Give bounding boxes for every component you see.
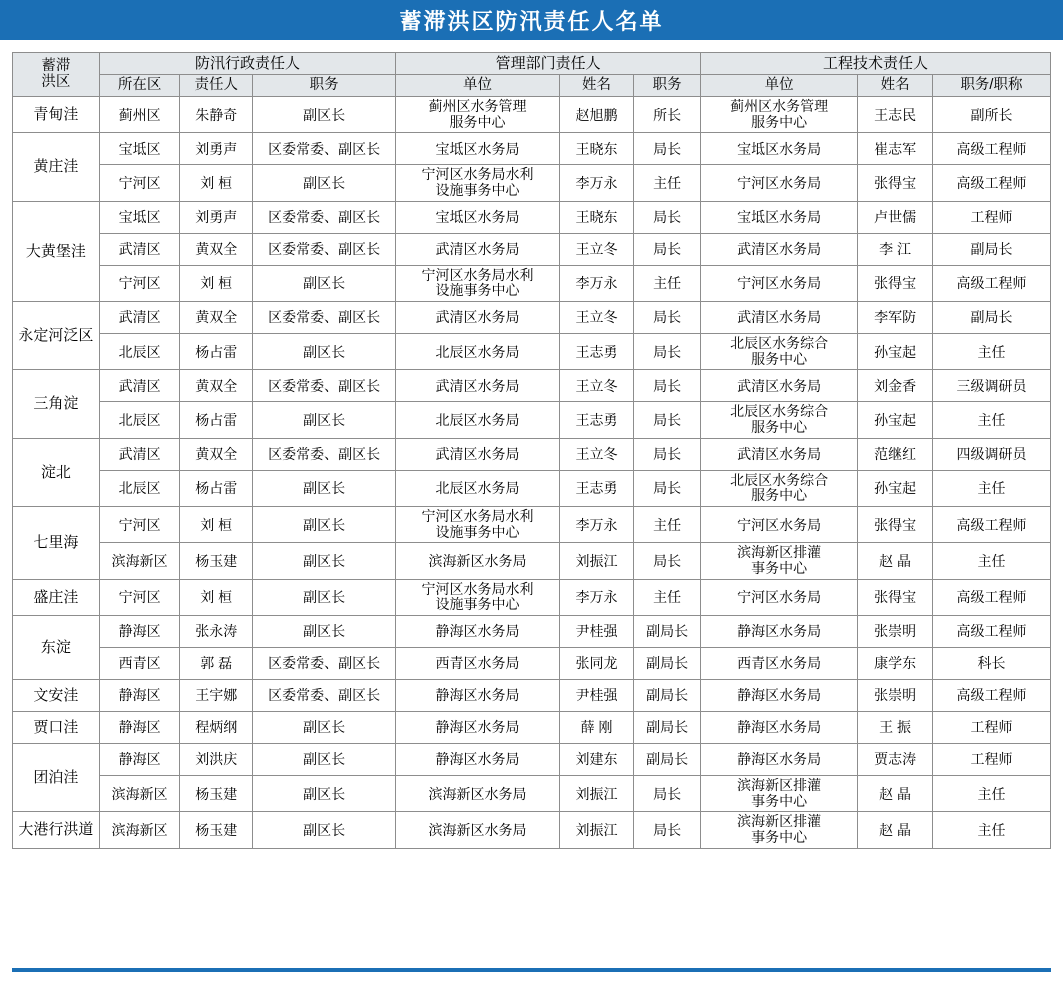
- cell-post: 副区长: [253, 470, 396, 506]
- cell-post-tech: 主任: [932, 470, 1050, 506]
- cell-name-mgmt: 薛 刚: [559, 712, 634, 744]
- cell-unit-tech: 宝坻区水务局: [700, 133, 857, 165]
- cell-zone: 东淀: [13, 616, 100, 680]
- cell-post-mgmt: 主任: [634, 265, 701, 301]
- cell-text-line: 蓟州区水务管理: [428, 97, 527, 114]
- table-row: [13, 301, 1051, 333]
- cell-post-mgmt: 副局长: [634, 616, 701, 648]
- cell-district: 武清区: [99, 370, 180, 402]
- cell-person: 刘 桓: [180, 265, 253, 301]
- cell-post-mgmt: 局长: [634, 776, 701, 812]
- cell-name-mgmt: 王晓东: [559, 133, 634, 165]
- cell-post: 副区长: [253, 812, 396, 848]
- table-row: [13, 776, 1051, 812]
- cell-post: 区委常委、副区长: [253, 370, 396, 402]
- cell-unit-tech: [700, 96, 857, 132]
- cell-text-line: 服务中心: [751, 418, 808, 435]
- cell-post: 区委常委、副区长: [253, 233, 396, 265]
- table-row: [13, 165, 1051, 201]
- cell-post: 副区长: [253, 506, 396, 542]
- cell-post: 副区长: [253, 776, 396, 812]
- cell-unit-tech: [700, 812, 857, 848]
- cell-unit-tech: [700, 543, 857, 579]
- cell-name-tech: 张崇明: [858, 616, 933, 648]
- cell-name-mgmt: 尹桂强: [559, 680, 634, 712]
- cell-name-mgmt: 王晓东: [559, 201, 634, 233]
- cell-post-mgmt: 局长: [634, 133, 701, 165]
- header-sub-name-tech: 姓名: [858, 75, 933, 97]
- cell-text-line: 服务中心: [751, 350, 808, 367]
- cell-unit-mgmt: 武清区水务局: [396, 233, 559, 265]
- cell-person: 朱静奇: [180, 96, 253, 132]
- cell-district: 宁河区: [99, 506, 180, 542]
- cell-post: 区委常委、副区长: [253, 201, 396, 233]
- cell-post-mgmt: 局长: [634, 812, 701, 848]
- cell-text-line: 滨海新区排灌: [737, 813, 822, 830]
- cell-post-mgmt: 所长: [634, 96, 701, 132]
- cell-name-tech: 张得宝: [858, 165, 933, 201]
- cell-name-mgmt: 刘振江: [559, 776, 634, 812]
- cell-text-line: 宁河区水务局水利: [421, 166, 534, 183]
- cell-text-line: 服务中心: [449, 113, 506, 130]
- cell-text-line: 事务中心: [751, 560, 808, 576]
- cell-post: 副区长: [253, 333, 396, 369]
- cell-unit-mgmt: 滨海新区水务局: [396, 776, 559, 812]
- cell-name-mgmt: 刘振江: [559, 543, 634, 579]
- cell-post-mgmt: 局长: [634, 370, 701, 402]
- cell-person: 程炳纲: [180, 712, 253, 744]
- cell-name-tech: 李 江: [858, 233, 933, 265]
- table-row: [13, 265, 1051, 301]
- cell-district: 宁河区: [99, 165, 180, 201]
- cell-name-mgmt: 刘建东: [559, 744, 634, 776]
- cell-district: 蓟州区: [99, 96, 180, 132]
- cell-text-line: 服务中心: [751, 487, 808, 504]
- cell-text-line: 事务中心: [751, 829, 808, 846]
- table-row: [13, 370, 1051, 402]
- cell-post-mgmt: 主任: [634, 579, 701, 615]
- header-sub-person: 责任人: [180, 75, 253, 97]
- cell-post-tech: 四级调研员: [932, 438, 1050, 470]
- header-sub-district: 所在区: [99, 75, 180, 97]
- header-sub-post-mgmt: 职务: [634, 75, 701, 97]
- cell-unit-mgmt: 滨海新区水务局: [396, 812, 559, 848]
- cell-post-tech: 主任: [932, 333, 1050, 369]
- cell-post-tech: 副局长: [932, 301, 1050, 333]
- cell-name-tech: 崔志军: [858, 133, 933, 165]
- cell-name-mgmt: 王立冬: [559, 438, 634, 470]
- cell-unit-tech: 武清区水务局: [700, 438, 857, 470]
- cell-post-tech: 高级工程师: [932, 165, 1050, 201]
- header-sub-unit-tech: 单位: [700, 75, 857, 97]
- header-group-management: 管理部门责任人: [396, 53, 701, 75]
- cell-person: 刘洪庆: [180, 744, 253, 776]
- cell-unit-tech: [700, 402, 857, 438]
- header-sub-name-mgmt: 姓名: [559, 75, 634, 97]
- cell-post-tech: 副局长: [932, 233, 1050, 265]
- cell-district: 武清区: [99, 233, 180, 265]
- cell-unit-tech: 静海区水务局: [700, 680, 857, 712]
- header-group-technical: 工程技术责任人: [700, 53, 1050, 75]
- cell-unit-tech: 宁河区水务局: [700, 506, 857, 542]
- cell-post-mgmt: 局长: [634, 543, 701, 579]
- cell-post-tech: 工程师: [932, 201, 1050, 233]
- cell-post: 副区长: [253, 543, 396, 579]
- table-header-row-subs: [13, 75, 1051, 97]
- cell-post-tech: 高级工程师: [932, 616, 1050, 648]
- cell-district: 宝坻区: [99, 201, 180, 233]
- cell-name-tech: 王志民: [858, 96, 933, 132]
- cell-post-tech: 高级工程师: [932, 133, 1050, 165]
- cell-post: 副区长: [253, 744, 396, 776]
- cell-district: 武清区: [99, 438, 180, 470]
- cell-post: 区委常委、副区长: [253, 680, 396, 712]
- cell-unit-tech: 武清区水务局: [700, 370, 857, 402]
- cell-unit-mgmt: 北辰区水务局: [396, 402, 559, 438]
- cell-name-tech: 赵 晶: [858, 812, 933, 848]
- cell-person: 杨占雷: [180, 333, 253, 369]
- cell-district: 滨海新区: [99, 812, 180, 848]
- cell-text-line: 北辰区水务综合: [730, 334, 829, 351]
- cell-name-mgmt: 尹桂强: [559, 616, 634, 648]
- cell-name-tech: 赵 晶: [858, 543, 933, 579]
- cell-post: 区委常委、副区长: [253, 301, 396, 333]
- cell-person: 刘勇声: [180, 133, 253, 165]
- cell-post-mgmt: 副局长: [634, 648, 701, 680]
- cell-district: 滨海新区: [99, 776, 180, 812]
- cell-unit-tech: 宁河区水务局: [700, 165, 857, 201]
- table-header: [13, 53, 1051, 97]
- cell-person: 杨玉建: [180, 543, 253, 579]
- cell-unit-mgmt: [396, 579, 559, 615]
- table-row: [13, 133, 1051, 165]
- cell-unit-mgmt: 北辰区水务局: [396, 333, 559, 369]
- cell-district: 静海区: [99, 616, 180, 648]
- cell-name-mgmt: 刘振江: [559, 812, 634, 848]
- cell-zone: 贾口洼: [13, 712, 100, 744]
- table-row: [13, 579, 1051, 615]
- cell-name-tech: 李军防: [858, 301, 933, 333]
- header-group-admin: 防汛行政责任人: [99, 53, 396, 75]
- cell-post: 区委常委、副区长: [253, 648, 396, 680]
- cell-person: 黄双全: [180, 370, 253, 402]
- cell-post-mgmt: 副局长: [634, 680, 701, 712]
- cell-name-tech: 赵 晶: [858, 776, 933, 812]
- cell-post: 副区长: [253, 165, 396, 201]
- table-container: [0, 52, 1063, 849]
- cell-name-tech: 康学东: [858, 648, 933, 680]
- cell-post-mgmt: 主任: [634, 165, 701, 201]
- cell-unit-mgmt: 武清区水务局: [396, 438, 559, 470]
- table-row: [13, 680, 1051, 712]
- header-sub-post: 职务: [253, 75, 396, 97]
- cell-text-line: 事务中心: [751, 792, 808, 809]
- cell-district: 武清区: [99, 301, 180, 333]
- cell-name-tech: 范继红: [858, 438, 933, 470]
- table-body: [13, 96, 1051, 848]
- cell-person: 郭 磊: [180, 648, 253, 680]
- cell-post: 副区长: [253, 265, 396, 301]
- cell-name-tech: 张得宝: [858, 506, 933, 542]
- table-row: [13, 712, 1051, 744]
- cell-post: 副区长: [253, 579, 396, 615]
- cell-zone: 永定河泛区: [13, 301, 100, 369]
- cell-unit-tech: 宁河区水务局: [700, 265, 857, 301]
- cell-person: 黄双全: [180, 301, 253, 333]
- cell-district: 北辰区: [99, 470, 180, 506]
- document-title-bar: [0, 0, 1063, 40]
- cell-post: 副区长: [253, 96, 396, 132]
- cell-unit-tech: [700, 333, 857, 369]
- cell-text-line: 滨海新区排灌: [737, 544, 822, 561]
- cell-unit-mgmt: 静海区水务局: [396, 744, 559, 776]
- cell-name-tech: 孙宝起: [858, 470, 933, 506]
- cell-zone: 青甸洼: [13, 96, 100, 132]
- cell-unit-mgmt: [396, 506, 559, 542]
- table-header-row-groups: [13, 53, 1051, 75]
- cell-post-mgmt: 局长: [634, 470, 701, 506]
- cell-district: 北辰区: [99, 402, 180, 438]
- table-row: [13, 543, 1051, 579]
- cell-name-mgmt: 王立冬: [559, 233, 634, 265]
- table-row: [13, 333, 1051, 369]
- cell-post-tech: 工程师: [932, 712, 1050, 744]
- footer-rule: [12, 968, 1051, 972]
- cell-district: 北辰区: [99, 333, 180, 369]
- cell-person: 张永涛: [180, 616, 253, 648]
- cell-unit-mgmt: [396, 165, 559, 201]
- table-row: [13, 648, 1051, 680]
- cell-name-tech: 张崇明: [858, 680, 933, 712]
- header-sub-unit-mgmt: 单位: [396, 75, 559, 97]
- cell-text-line: 服务中心: [751, 113, 808, 130]
- cell-unit-mgmt: 北辰区水务局: [396, 470, 559, 506]
- cell-unit-tech: 宁河区水务局: [700, 579, 857, 615]
- cell-name-mgmt: 王志勇: [559, 402, 634, 438]
- table-row: [13, 744, 1051, 776]
- cell-post: 副区长: [253, 616, 396, 648]
- cell-person: 杨占雷: [180, 470, 253, 506]
- cell-post-mgmt: 副局长: [634, 744, 701, 776]
- cell-text-line: 设施事务中心: [435, 523, 520, 540]
- cell-post-tech: 高级工程师: [932, 265, 1050, 301]
- responsible-persons-table: [12, 52, 1051, 849]
- cell-name-mgmt: 王立冬: [559, 301, 634, 333]
- table-row: [13, 506, 1051, 542]
- cell-unit-mgmt: 西青区水务局: [396, 648, 559, 680]
- cell-zone: 三角淀: [13, 370, 100, 438]
- cell-post-tech: 高级工程师: [932, 579, 1050, 615]
- cell-zone: 文安洼: [13, 680, 100, 712]
- cell-text-line: 宁河区水务局水利: [421, 266, 534, 283]
- cell-unit-tech: 武清区水务局: [700, 301, 857, 333]
- cell-unit-tech: 宝坻区水务局: [700, 201, 857, 233]
- cell-name-tech: 孙宝起: [858, 333, 933, 369]
- cell-person: 刘 桓: [180, 165, 253, 201]
- cell-text-line: 宁河区水务局水利: [421, 580, 534, 597]
- cell-unit-mgmt: [396, 265, 559, 301]
- cell-name-tech: 孙宝起: [858, 402, 933, 438]
- cell-post-mgmt: 局长: [634, 402, 701, 438]
- table-row: [13, 96, 1051, 132]
- cell-zone: 淀北: [13, 438, 100, 506]
- cell-post: 区委常委、副区长: [253, 438, 396, 470]
- cell-post: 副区长: [253, 712, 396, 744]
- cell-post-tech: 主任: [932, 543, 1050, 579]
- cell-unit-mgmt: 宝坻区水务局: [396, 201, 559, 233]
- header-zone-line1: 蓄滞: [41, 58, 71, 75]
- cell-district: 静海区: [99, 712, 180, 744]
- cell-post-tech: 高级工程师: [932, 680, 1050, 712]
- cell-name-tech: 王 振: [858, 712, 933, 744]
- cell-post-tech: 三级调研员: [932, 370, 1050, 402]
- cell-person: 黄双全: [180, 233, 253, 265]
- table-row: [13, 233, 1051, 265]
- cell-unit-mgmt: 武清区水务局: [396, 301, 559, 333]
- cell-text-line: 设施事务中心: [435, 596, 520, 613]
- cell-district: 宝坻区: [99, 133, 180, 165]
- cell-name-mgmt: 李万永: [559, 265, 634, 301]
- cell-person: 王宇娜: [180, 680, 253, 712]
- cell-district: 宁河区: [99, 579, 180, 615]
- cell-zone: 团泊洼: [13, 744, 100, 812]
- cell-unit-tech: 静海区水务局: [700, 616, 857, 648]
- cell-district: 宁河区: [99, 265, 180, 301]
- cell-zone: 大港行洪道: [13, 812, 100, 848]
- cell-person: 杨玉建: [180, 776, 253, 812]
- cell-post: 副区长: [253, 402, 396, 438]
- cell-person: 杨占雷: [180, 402, 253, 438]
- table-row: [13, 616, 1051, 648]
- cell-district: 静海区: [99, 744, 180, 776]
- cell-unit-mgmt: 宝坻区水务局: [396, 133, 559, 165]
- cell-zone: 七里海: [13, 506, 100, 579]
- cell-unit-mgmt: 滨海新区水务局: [396, 543, 559, 579]
- cell-name-mgmt: 李万永: [559, 506, 634, 542]
- cell-name-mgmt: 王志勇: [559, 333, 634, 369]
- cell-unit-tech: 静海区水务局: [700, 744, 857, 776]
- page-title: 蓄滞洪区防汛责任人名单: [399, 8, 664, 34]
- cell-name-tech: 贾志涛: [858, 744, 933, 776]
- cell-post-tech: 主任: [932, 402, 1050, 438]
- cell-zone: 大黄堡洼: [13, 201, 100, 301]
- cell-unit-tech: [700, 776, 857, 812]
- cell-name-mgmt: 李万永: [559, 579, 634, 615]
- table-row: [13, 201, 1051, 233]
- cell-unit-mgmt: 静海区水务局: [396, 680, 559, 712]
- cell-post-tech: 主任: [932, 776, 1050, 812]
- cell-post-mgmt: 主任: [634, 506, 701, 542]
- header-zone-line2: 洪区: [41, 74, 71, 91]
- cell-text-line: 北辰区水务综合: [730, 403, 829, 420]
- cell-name-tech: 张得宝: [858, 265, 933, 301]
- cell-post-tech: 主任: [932, 812, 1050, 848]
- cell-name-mgmt: 王立冬: [559, 370, 634, 402]
- cell-name-mgmt: 张同龙: [559, 648, 634, 680]
- cell-post-tech: 高级工程师: [932, 506, 1050, 542]
- cell-post-mgmt: 局长: [634, 301, 701, 333]
- cell-text-line: 北辰区水务综合: [730, 471, 829, 488]
- cell-text-line: 设施事务中心: [435, 282, 520, 299]
- cell-unit-mgmt: 静海区水务局: [396, 616, 559, 648]
- cell-district: 静海区: [99, 680, 180, 712]
- cell-zone: 黄庄洼: [13, 133, 100, 201]
- cell-unit-mgmt: 静海区水务局: [396, 712, 559, 744]
- cell-district: 滨海新区: [99, 543, 180, 579]
- cell-person: 黄双全: [180, 438, 253, 470]
- cell-unit-tech: 静海区水务局: [700, 712, 857, 744]
- cell-person: 刘 桓: [180, 579, 253, 615]
- cell-name-tech: 刘金香: [858, 370, 933, 402]
- cell-name-mgmt: 王志勇: [559, 470, 634, 506]
- header-zone: [13, 53, 100, 97]
- cell-text-line: 滨海新区排灌: [737, 777, 822, 794]
- cell-post-mgmt: 副局长: [634, 712, 701, 744]
- cell-name-tech: 张得宝: [858, 579, 933, 615]
- table-row: [13, 438, 1051, 470]
- table-row: [13, 402, 1051, 438]
- cell-person: 杨玉建: [180, 812, 253, 848]
- cell-text-line: 设施事务中心: [435, 181, 520, 198]
- cell-zone: 盛庄洼: [13, 579, 100, 615]
- cell-post-tech: 工程师: [932, 744, 1050, 776]
- cell-post-mgmt: 局长: [634, 201, 701, 233]
- cell-person: 刘 桓: [180, 506, 253, 542]
- cell-unit-tech: [700, 470, 857, 506]
- cell-unit-tech: 武清区水务局: [700, 233, 857, 265]
- table-row: [13, 470, 1051, 506]
- cell-text-line: 宁河区水务局水利: [421, 507, 534, 524]
- cell-post-mgmt: 局长: [634, 333, 701, 369]
- cell-unit-mgmt: 武清区水务局: [396, 370, 559, 402]
- cell-name-mgmt: 赵旭鹏: [559, 96, 634, 132]
- cell-post: 区委常委、副区长: [253, 133, 396, 165]
- cell-name-mgmt: 李万永: [559, 165, 634, 201]
- cell-name-tech: 卢世儒: [858, 201, 933, 233]
- cell-post-tech: 副所长: [932, 96, 1050, 132]
- header-sub-post-tech: 职务/职称: [932, 75, 1050, 97]
- cell-post-mgmt: 局长: [634, 438, 701, 470]
- table-row: [13, 812, 1051, 848]
- cell-post-mgmt: 局长: [634, 233, 701, 265]
- cell-unit-mgmt: [396, 96, 559, 132]
- cell-post-tech: 科长: [932, 648, 1050, 680]
- cell-unit-tech: 西青区水务局: [700, 648, 857, 680]
- cell-district: 西青区: [99, 648, 180, 680]
- cell-person: 刘勇声: [180, 201, 253, 233]
- cell-text-line: 蓟州区水务管理: [730, 97, 829, 114]
